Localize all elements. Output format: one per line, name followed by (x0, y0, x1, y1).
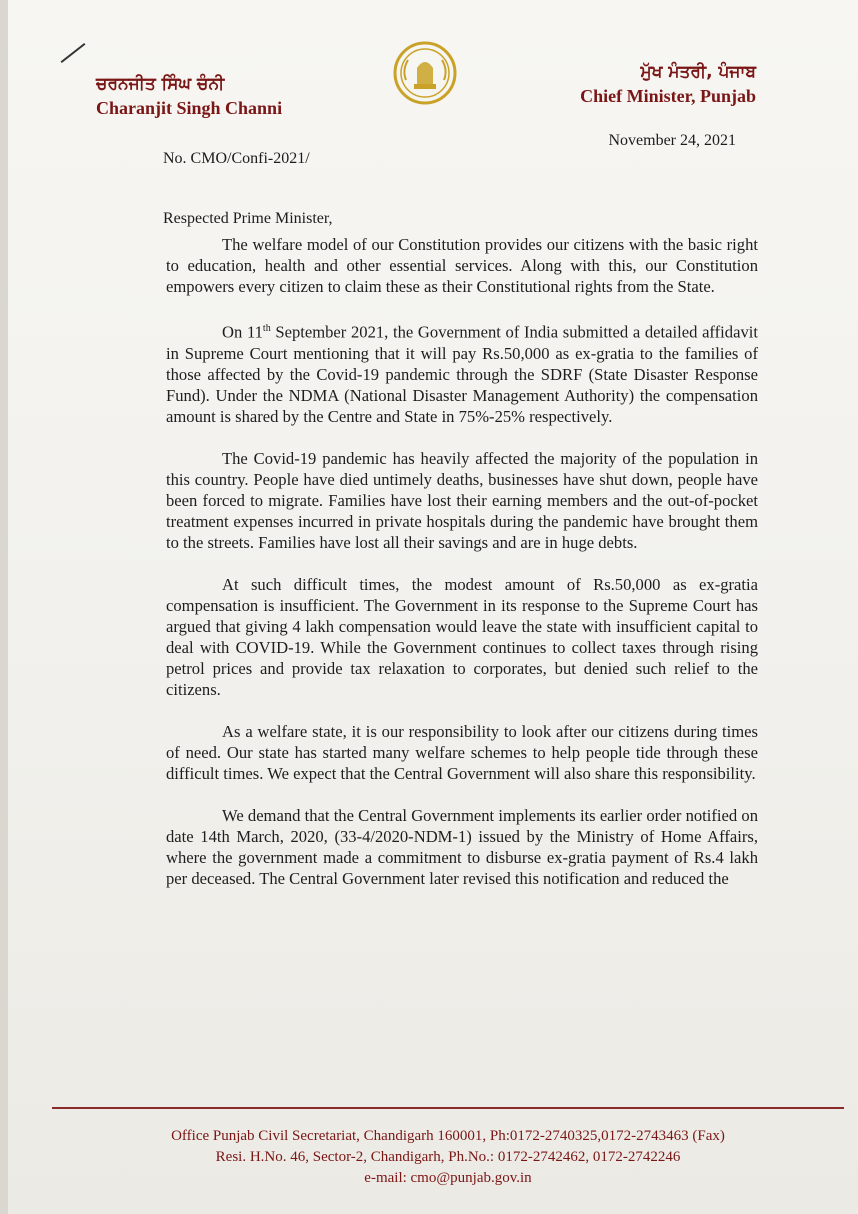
letter-body (166, 234, 758, 910)
state-emblem-icon (392, 40, 458, 106)
letterhead-right (580, 62, 756, 107)
paragraph-6: We demand that the Central Government implements its earlier order notified on date 14th March, 2020, (33-4/2020-NDM-1) issued by the Ministry of Home Affairs, where the government made a commitment to disburse ex-gratia payment of Rs.4 lakh per deceased. The Central Government later revised this notification and reduced the (166, 805, 758, 888)
pen-mark (61, 43, 86, 63)
footer-address-residence: Resi. H.No. 46, Sector-2, Chandigarh, Ph.No.: 0172-2742462, 0172-2742246 (215, 1149, 681, 1165)
paragraph-4: At such difficult times, the modest amount of Rs.50,000 as ex-gratia compensation is insufficient. The Government in its response to the Supreme Court has argued that giving 4 lakh compensation would leave the state with insufficient capital to deal with COVID-19. While the Government continues to collect taxes through rising petrol prices and provide tax relaxation to corporates, but denied such relief to the citizens. (166, 574, 758, 699)
paragraph-3: The Covid-19 pandemic has heavily affected the majority of the population in this country. People have died untimely deaths, businesses have shut down, people have been forced to migrate. Families have lost their earning members and the out-of-pocket treatment expenses incurred in private hospitals during the pandemic have brought them to the streets. Families have lost all their savings and are in huge debts. (166, 448, 758, 552)
footer-email: e-mail: cmo@punjab.gov.in (364, 1170, 532, 1186)
salutation: Respected Prime Minister, (163, 210, 333, 227)
footer-address-office: Office Punjab Civil Secretariat, Chandigarh 160001, Ph:0172-2740325,0172-2743463 (Fax) (171, 1128, 725, 1144)
paragraph-5: As a welfare state, it is our responsibility to look after our citizens during times of need. Our state has started many welfare schemes to help people tide through these difficult times. We expect that the Central Government will also share this responsibility. (166, 721, 758, 783)
footer-divider (52, 1107, 844, 1109)
letterhead-left (96, 74, 282, 119)
title-gurmukhi: ਮੁੱਖ ਮੰਤਰੀ, ਪੰਜਾਬ (640, 62, 756, 82)
page-edge-shadow (0, 0, 8, 1214)
title-english: Chief Minister, Punjab (580, 86, 756, 106)
paragraph-2-sup: th (262, 323, 271, 334)
paragraph-1: The welfare model of our Constitution provides our citizens with the basic right to education, health and other essential services. Along with this, our Constitution empowers every citizen to claim these as their Constitutional rights from the State. (166, 235, 758, 296)
letterhead-footer (52, 1126, 844, 1189)
paragraph-2-text: September 2021, the Government of India submitted a detailed affidavit in Supreme Court mentioning that it will pay Rs.50,000 as ex-gratia to the families of those affected by the Covid-19 pandemic through the SDRF (State Disaster Response Fund). Under the NDMA (National Disaster Management Authority) the compensation amount is shared by the Centre and State in 75%-25% respectively. (166, 322, 758, 426)
paragraph-2-day: On 11 (222, 322, 263, 342)
paragraph-2 (166, 318, 758, 427)
name-gurmukhi: ਚਰਨਜੀਤ ਸਿੰਘ ਚੰਨੀ (96, 74, 225, 94)
reference-number: No. CMO/Confi-2021/ (163, 150, 310, 167)
letter-date: November 24, 2021 (608, 132, 736, 149)
name-english: Charanjit Singh Channi (96, 98, 283, 118)
